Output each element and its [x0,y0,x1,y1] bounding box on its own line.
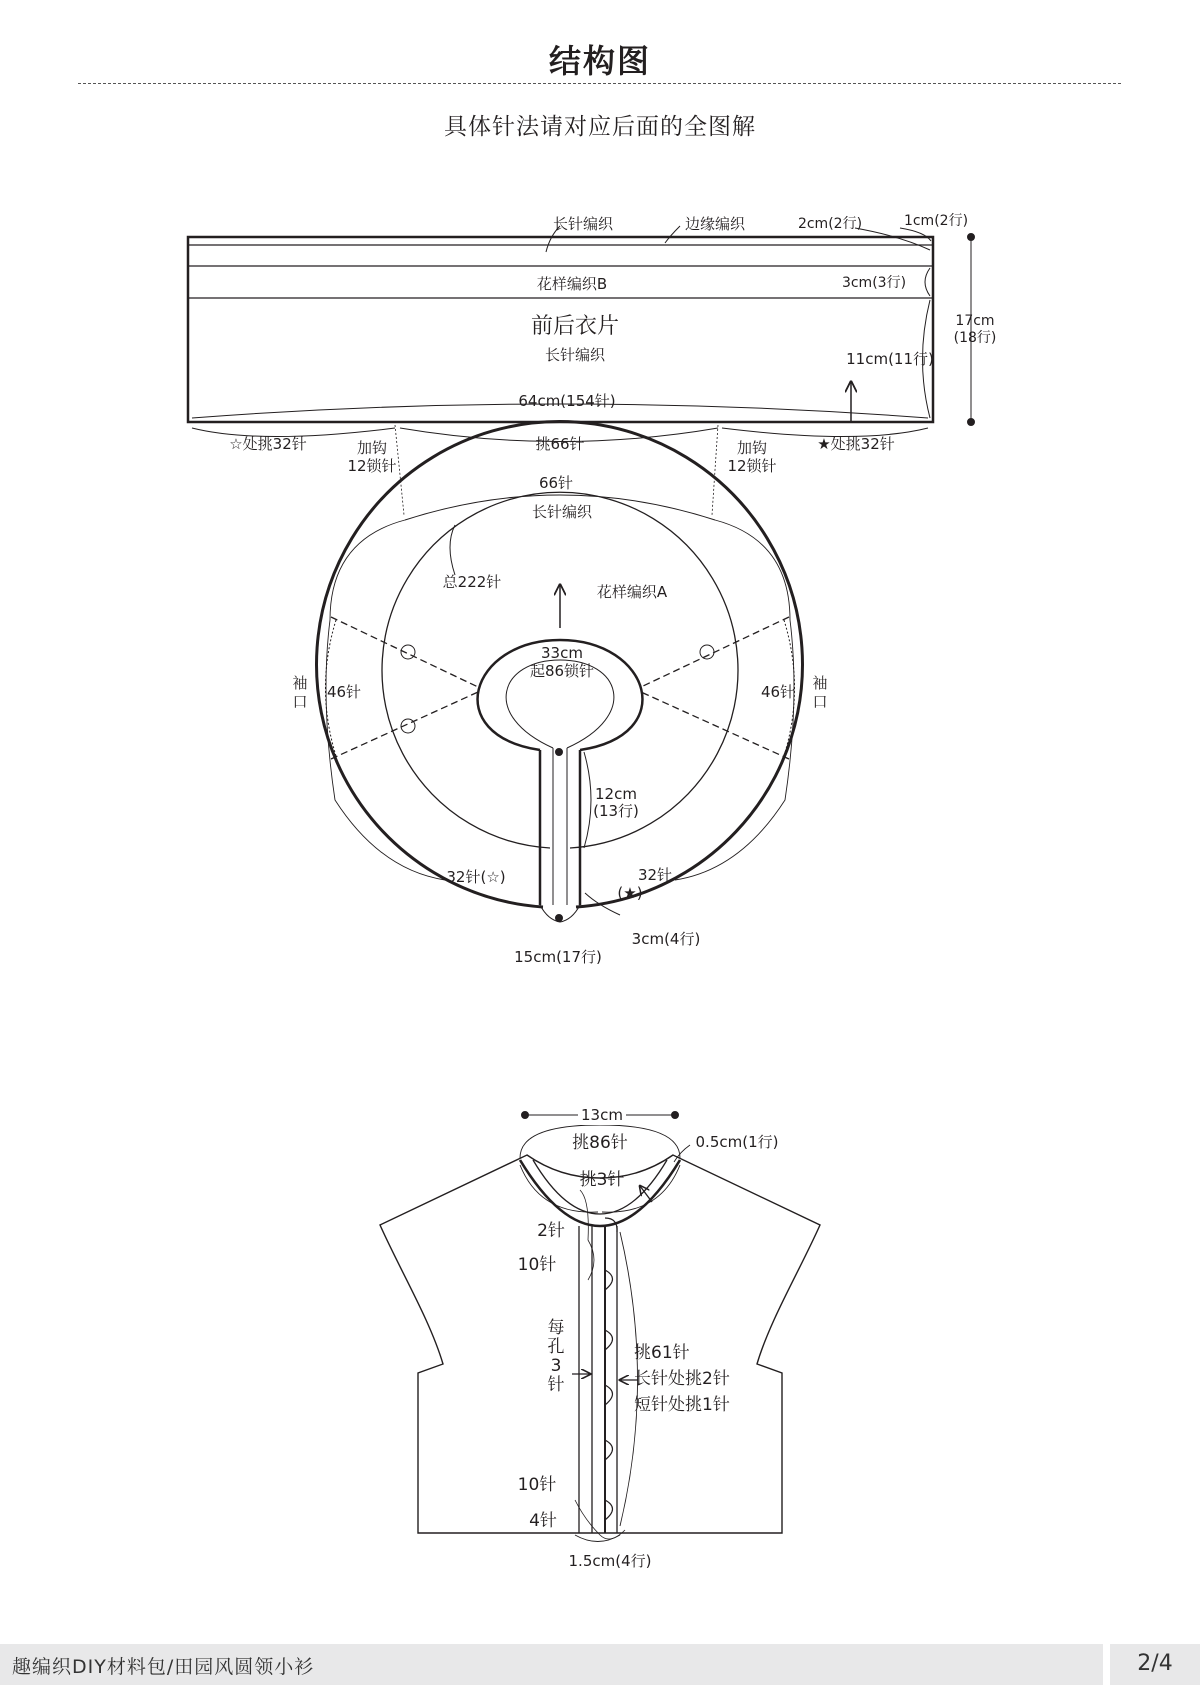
long-stitch-top-label: 长针编织 [552,215,614,233]
each-hole-4: 针 [547,1375,565,1395]
pick-61-label-1: 挑61针 [634,1343,690,1363]
bottom-brace [575,1535,620,1542]
left-46: 46针 [326,683,362,701]
band-05-label: 0.5cm(1行) [695,1133,779,1151]
pickup-right-label: ★处挑32针 [817,435,895,453]
panel-title: 前后衣片 [530,314,620,339]
dim-18rows-label: (18行) [953,330,997,346]
buttonhole-2 [605,1270,613,1290]
chain-b-label-1: 加钩 [736,439,768,457]
each-hole-1: 每 [547,1318,565,1338]
leader-1cm [900,228,931,241]
buttonhole-4 [605,1385,613,1405]
yoke-total-leader [450,525,455,575]
buttonhole-6 [605,1500,613,1520]
neck-width-dot-right [672,1112,679,1119]
pick-61-label-2: 长针处挑2针 [634,1369,730,1389]
neck-width-label: 13cm [581,1106,623,1124]
page-subtitle: 具体针法请对应后面的全图解 [444,114,756,140]
pickup-left-label: ☆处挑32针 [229,435,307,453]
neck-dim-dot-bottom [556,915,563,922]
sleeve-dash-left-bottom [331,692,478,759]
right-32-1: 32针 [637,866,673,884]
edge-knit-label: 边缘编织 [684,215,746,233]
sleeve-left-2: 口 [292,693,308,711]
stitch-10-bottom-label: 10针 [517,1475,557,1495]
dim-11cm-label: 11cm(11行) [846,350,934,368]
yoke-pattern-a: 花样编织A [596,583,668,601]
panel-labels [229,213,996,475]
footer-title: 趣编织DIY材料包/田园风圆领小衫 [12,1656,315,1678]
height-dim-dot-top [968,234,975,241]
buttonhole-5 [605,1440,613,1460]
garment-labels [518,1103,779,1570]
dim-12cm-1: 12cm [595,785,637,803]
garment-outline [380,1155,820,1533]
stitch-10-top-label: 10针 [517,1255,557,1275]
pick-61-label-3: 短针处挑1针 [634,1395,730,1415]
leader-edge [665,226,680,243]
each-hole-3: 3 [550,1356,562,1376]
dim-3cm-label: 3cm(3行) [841,275,907,291]
page-title: 结构图 [548,42,651,80]
right-brace-3cm [925,268,930,296]
stitch-2-label: 2针 [537,1221,565,1241]
bottom-dim-label: 1.5cm(4行) [568,1552,652,1570]
pick-3-label: 挑3针 [579,1170,625,1190]
neck-width-dot-left [522,1112,529,1119]
each-hole-2: 孔 [547,1337,565,1357]
dim-17cm-label: 17cm [955,313,995,329]
button-mark-3 [700,645,714,659]
neck-dim-1: 33cm [541,644,583,662]
width-label: 64cm(154针) [518,392,616,410]
neck-dim-dot-top [556,749,563,756]
chain-b-label-2: 12锁针 [727,457,777,475]
dim-15cm: 15cm(17行) [514,948,602,966]
neck-dim-2: 起86锁针 [529,662,595,680]
sleeve-right-1: 袖 [812,674,828,692]
panel-stitch-label: 长针编织 [544,346,606,364]
height-dim-dot-bottom [968,419,975,426]
dim-1cm-label: 1cm(2行) [903,213,969,229]
pickup-middle-label: 挑66针 [535,435,585,453]
stitch-4-label: 4针 [529,1511,557,1531]
page-number: 2/4 [1137,1651,1173,1676]
yoke-total: 总222针 [442,573,502,591]
dim-2cm-label: 2cm(2行) [797,216,863,232]
sleeve-dash-left-top [331,617,478,687]
sleeve-dash-right-bottom [641,692,789,759]
front-back-panel [188,226,975,515]
yoke-long-stitch: 长针编织 [531,503,593,521]
yoke-12cm-brace [584,752,591,848]
dim-3cm: 3cm(4行) [631,930,701,948]
left-32: 32针(☆) [446,868,506,886]
yoke-labels [292,474,827,966]
right-46: 46针 [760,683,796,701]
dim-12cm-2: (13行) [593,802,639,820]
guide-right [712,425,718,515]
right-32-2: (★) [617,884,643,902]
leader-2cm [855,228,930,250]
pattern-b-label: 花样编织B [536,275,608,293]
sleeve-dash-right-top [641,617,789,687]
yoke-neck-inner [506,660,614,905]
yoke-top-count: 66针 [538,474,574,492]
chain-a-label-2: 12锁针 [347,457,397,475]
sleeve-left-1: 袖 [292,674,308,692]
pick-86-label: 挑86针 [572,1133,628,1153]
sleeve-right-2: 口 [812,693,828,711]
chain-a-label-1: 加钩 [356,439,388,457]
buttonhole-3 [605,1330,613,1350]
